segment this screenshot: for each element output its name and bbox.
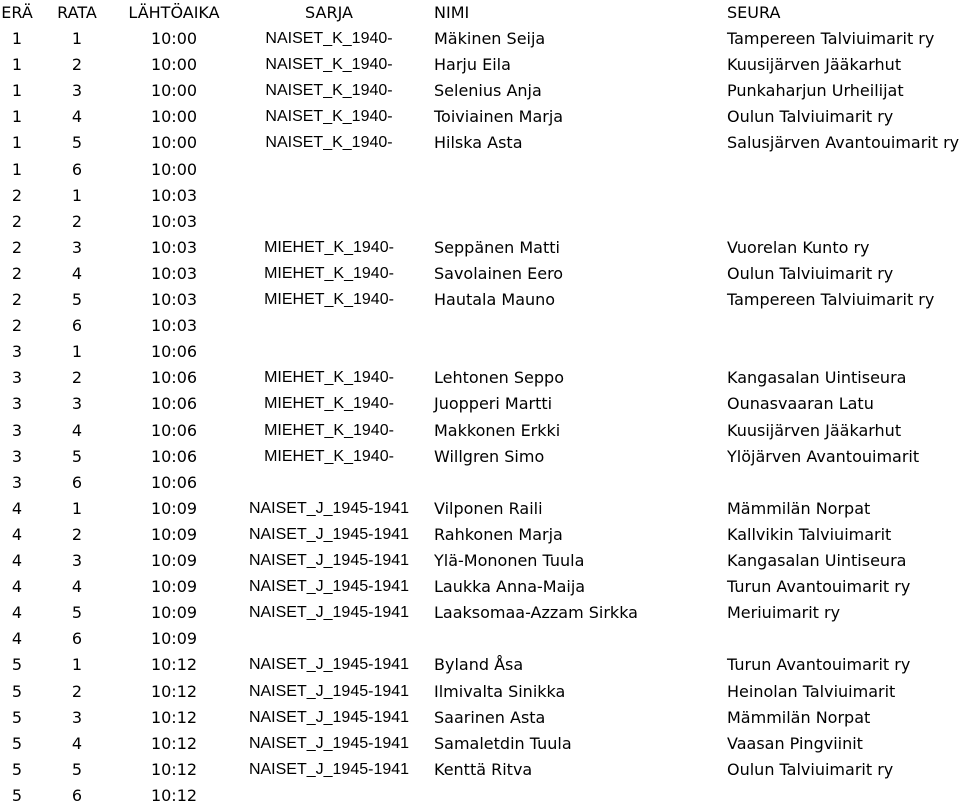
cell-seura: Kuusijärven Jääkarhut bbox=[727, 421, 902, 440]
cell-seura: Heinolan Talviuimarit bbox=[727, 682, 896, 701]
cell-lahtoaika: 10:12 bbox=[150, 708, 198, 727]
cell-nimi bbox=[434, 339, 719, 365]
cell-sarja bbox=[236, 626, 422, 652]
cell-rata: 2 bbox=[71, 368, 83, 387]
cell-sarja: NAISET_J_1945-1941 bbox=[248, 578, 410, 595]
cell-nimi bbox=[434, 157, 719, 183]
cell-lahtoaika: 10:06 bbox=[150, 473, 198, 492]
cell-nimi: Laukka Anna-Maija bbox=[434, 577, 586, 596]
cell-era: 1 bbox=[11, 29, 23, 48]
cell-era: 4 bbox=[11, 525, 23, 544]
cell-rata: 3 bbox=[71, 81, 83, 100]
cell-nimi bbox=[434, 209, 719, 235]
cell-era: 3 bbox=[11, 394, 23, 413]
cell-lahtoaika: 10:12 bbox=[150, 682, 198, 701]
cell-seura bbox=[727, 157, 960, 183]
cell-seura: Ylöjärven Avantouimarit bbox=[727, 447, 920, 466]
cell-lahtoaika: 10:00 bbox=[150, 55, 198, 74]
cell-rata: 5 bbox=[71, 760, 83, 779]
cell-lahtoaika: 10:00 bbox=[150, 160, 198, 179]
cell-seura: Kuusijärven Jääkarhut bbox=[727, 55, 902, 74]
table-row bbox=[0, 365, 960, 391]
cell-rata: 2 bbox=[71, 682, 83, 701]
cell-lahtoaika: 10:03 bbox=[150, 316, 198, 335]
cell-sarja bbox=[236, 783, 422, 809]
cell-nimi: Samaletdin Tuula bbox=[434, 734, 572, 753]
cell-nimi: Ylä-Mononen Tuula bbox=[434, 551, 585, 570]
cell-rata: 4 bbox=[71, 734, 83, 753]
table-row bbox=[0, 391, 960, 417]
cell-sarja bbox=[236, 470, 422, 496]
cell-nimi bbox=[434, 470, 719, 496]
cell-sarja: NAISET_J_1945-1941 bbox=[248, 656, 410, 673]
cell-sarja: NAISET_J_1945-1941 bbox=[248, 709, 410, 726]
cell-era: 4 bbox=[11, 629, 23, 648]
cell-era: 3 bbox=[11, 421, 23, 440]
cell-lahtoaika: 10:00 bbox=[150, 29, 198, 48]
cell-sarja: NAISET_K_1940- bbox=[265, 108, 393, 125]
table-row bbox=[0, 652, 960, 678]
cell-seura: Ounasvaaran Latu bbox=[727, 394, 874, 413]
cell-nimi: Seppänen Matti bbox=[434, 238, 560, 257]
table-row bbox=[0, 626, 960, 652]
cell-nimi: Harju Eila bbox=[434, 55, 511, 74]
cell-era: 5 bbox=[11, 682, 23, 701]
cell-seura: Kangasalan Uintiseura bbox=[727, 551, 907, 570]
cell-rata: 4 bbox=[71, 107, 83, 126]
table-row bbox=[0, 339, 960, 365]
cell-lahtoaika: 10:06 bbox=[150, 421, 198, 440]
cell-sarja: MIEHET_K_1940- bbox=[264, 239, 394, 256]
cell-lahtoaika: 10:06 bbox=[150, 447, 198, 466]
cell-era: 4 bbox=[11, 603, 23, 622]
cell-rata: 1 bbox=[71, 499, 83, 518]
cell-sarja: NAISET_J_1945-1941 bbox=[248, 761, 410, 778]
cell-lahtoaika: 10:03 bbox=[150, 238, 198, 257]
cell-era: 1 bbox=[11, 81, 23, 100]
table-row bbox=[0, 418, 960, 444]
cell-lahtoaika: 10:00 bbox=[150, 107, 198, 126]
cell-nimi bbox=[434, 183, 719, 209]
cell-sarja: MIEHET_K_1940- bbox=[264, 369, 394, 386]
cell-nimi: Saarinen Asta bbox=[434, 708, 546, 727]
table-row bbox=[0, 183, 960, 209]
cell-sarja: NAISET_J_1945-1941 bbox=[248, 500, 410, 517]
cell-lahtoaika: 10:06 bbox=[150, 368, 198, 387]
cell-era: 1 bbox=[11, 133, 23, 152]
cell-era: 3 bbox=[11, 447, 23, 466]
cell-sarja bbox=[236, 339, 422, 365]
cell-lahtoaika: 10:00 bbox=[150, 81, 198, 100]
cell-rata: 4 bbox=[71, 421, 83, 440]
table-row bbox=[0, 130, 960, 156]
cell-nimi: Hautala Mauno bbox=[434, 290, 556, 309]
table-row bbox=[0, 705, 960, 731]
cell-sarja: NAISET_J_1945-1941 bbox=[248, 552, 410, 569]
cell-sarja: MIEHET_K_1940- bbox=[264, 291, 394, 308]
cell-rata: 6 bbox=[71, 786, 83, 805]
cell-nimi: Vilponen Raili bbox=[434, 499, 543, 518]
cell-sarja: MIEHET_K_1940- bbox=[264, 265, 394, 282]
cell-seura bbox=[727, 626, 960, 652]
cell-sarja: NAISET_J_1945-1941 bbox=[248, 526, 410, 543]
cell-sarja: MIEHET_K_1940- bbox=[264, 448, 394, 465]
cell-nimi: Kenttä Ritva bbox=[434, 760, 533, 779]
cell-seura: Tampereen Talviuimarit ry bbox=[727, 29, 935, 48]
cell-seura: Punkaharjun Urheilijat bbox=[727, 81, 904, 100]
cell-era: 1 bbox=[11, 107, 23, 126]
cell-seura: Salusjärven Avantouimarit ry bbox=[727, 133, 960, 152]
cell-lahtoaika: 10:12 bbox=[150, 760, 198, 779]
cell-seura: Oulun Talviuimarit ry bbox=[727, 760, 894, 779]
table-row bbox=[0, 157, 960, 183]
cell-era: 1 bbox=[11, 160, 23, 179]
cell-seura: Oulun Talviuimarit ry bbox=[727, 107, 894, 126]
table-row bbox=[0, 209, 960, 235]
cell-era: 2 bbox=[11, 212, 23, 231]
cell-rata: 3 bbox=[71, 238, 83, 257]
cell-lahtoaika: 10:09 bbox=[150, 551, 198, 570]
cell-lahtoaika: 10:09 bbox=[150, 525, 198, 544]
cell-rata: 6 bbox=[71, 629, 83, 648]
header-era: ERÄ bbox=[1, 3, 33, 22]
cell-era: 5 bbox=[11, 760, 23, 779]
cell-rata: 6 bbox=[71, 473, 83, 492]
cell-era: 2 bbox=[11, 316, 23, 335]
cell-rata: 6 bbox=[71, 160, 83, 179]
cell-seura bbox=[727, 339, 960, 365]
cell-era: 2 bbox=[11, 264, 23, 283]
cell-lahtoaika: 10:09 bbox=[150, 629, 198, 648]
cell-nimi: Rahkonen Marja bbox=[434, 525, 563, 544]
header-lahtoaika: LÄHTÖAIKA bbox=[128, 3, 220, 22]
cell-nimi: Willgren Simo bbox=[434, 447, 545, 466]
cell-seura: Turun Avantouimarit ry bbox=[727, 577, 911, 596]
cell-nimi bbox=[434, 313, 719, 339]
cell-sarja: NAISET_K_1940- bbox=[265, 134, 393, 151]
cell-nimi: Lehtonen Seppo bbox=[434, 368, 564, 387]
cell-rata: 5 bbox=[71, 447, 83, 466]
cell-seura: Mämmilän Norpat bbox=[727, 708, 871, 727]
cell-sarja bbox=[236, 183, 422, 209]
cell-nimi: Juopperi Martti bbox=[434, 394, 553, 413]
cell-sarja: MIEHET_K_1940- bbox=[264, 422, 394, 439]
cell-era: 4 bbox=[11, 577, 23, 596]
table-row bbox=[0, 287, 960, 313]
cell-era: 5 bbox=[11, 708, 23, 727]
header-row bbox=[0, 0, 960, 26]
cell-lahtoaika: 10:03 bbox=[150, 186, 198, 205]
cell-era: 1 bbox=[11, 55, 23, 74]
cell-seura: Meriuimarit ry bbox=[727, 603, 841, 622]
cell-era: 5 bbox=[11, 734, 23, 753]
cell-sarja: NAISET_K_1940- bbox=[265, 56, 393, 73]
cell-rata: 1 bbox=[71, 655, 83, 674]
cell-seura: Mämmilän Norpat bbox=[727, 499, 871, 518]
cell-sarja: MIEHET_K_1940- bbox=[264, 395, 394, 412]
cell-nimi: Toiviainen Marja bbox=[434, 107, 564, 126]
cell-era: 2 bbox=[11, 290, 23, 309]
table-row bbox=[0, 600, 960, 626]
table-row bbox=[0, 104, 960, 130]
cell-era: 3 bbox=[11, 342, 23, 361]
table-row bbox=[0, 522, 960, 548]
cell-era: 4 bbox=[11, 551, 23, 570]
cell-rata: 6 bbox=[71, 316, 83, 335]
cell-sarja: NAISET_J_1945-1941 bbox=[248, 604, 410, 621]
table-row bbox=[0, 783, 960, 809]
cell-era: 4 bbox=[11, 499, 23, 518]
table-row bbox=[0, 261, 960, 287]
table-row bbox=[0, 52, 960, 78]
cell-nimi: Byland Åsa bbox=[434, 655, 524, 674]
cell-nimi bbox=[434, 783, 719, 809]
cell-lahtoaika: 10:06 bbox=[150, 342, 198, 361]
cell-lahtoaika: 10:03 bbox=[150, 264, 198, 283]
cell-rata: 3 bbox=[71, 394, 83, 413]
cell-era: 2 bbox=[11, 238, 23, 257]
cell-lahtoaika: 10:12 bbox=[150, 786, 198, 805]
cell-sarja bbox=[236, 209, 422, 235]
cell-lahtoaika: 10:09 bbox=[150, 603, 198, 622]
table-row bbox=[0, 235, 960, 261]
cell-sarja bbox=[236, 313, 422, 339]
cell-lahtoaika: 10:00 bbox=[150, 133, 198, 152]
cell-lahtoaika: 10:03 bbox=[150, 290, 198, 309]
table-row bbox=[0, 574, 960, 600]
cell-nimi: Selenius Anja bbox=[434, 81, 542, 100]
cell-rata: 2 bbox=[71, 212, 83, 231]
table-row bbox=[0, 548, 960, 574]
cell-era: 3 bbox=[11, 368, 23, 387]
cell-rata: 4 bbox=[71, 577, 83, 596]
header-rata: RATA bbox=[57, 3, 97, 22]
table-row bbox=[0, 679, 960, 705]
table-row bbox=[0, 78, 960, 104]
table-row bbox=[0, 26, 960, 52]
cell-rata: 2 bbox=[71, 525, 83, 544]
cell-lahtoaika: 10:12 bbox=[150, 655, 198, 674]
cell-lahtoaika: 10:06 bbox=[150, 394, 198, 413]
cell-seura: Turun Avantouimarit ry bbox=[727, 655, 911, 674]
header-nimi: NIMI bbox=[434, 3, 470, 22]
cell-sarja: NAISET_K_1940- bbox=[265, 30, 393, 47]
cell-rata: 4 bbox=[71, 264, 83, 283]
cell-seura: Vaasan Pingviinit bbox=[727, 734, 863, 753]
cell-era: 5 bbox=[11, 786, 23, 805]
table-row bbox=[0, 444, 960, 470]
cell-lahtoaika: 10:03 bbox=[150, 212, 198, 231]
cell-seura bbox=[727, 783, 960, 809]
cell-rata: 5 bbox=[71, 290, 83, 309]
cell-seura bbox=[727, 209, 960, 235]
cell-nimi bbox=[434, 626, 719, 652]
cell-seura: Oulun Talviuimarit ry bbox=[727, 264, 894, 283]
cell-lahtoaika: 10:09 bbox=[150, 577, 198, 596]
table-row bbox=[0, 731, 960, 757]
table-row bbox=[0, 313, 960, 339]
cell-seura: Tampereen Talviuimarit ry bbox=[727, 290, 935, 309]
cell-nimi: Laaksomaa-Azzam Sirkka bbox=[434, 603, 638, 622]
cell-nimi: Makkonen Erkki bbox=[434, 421, 561, 440]
table-row bbox=[0, 496, 960, 522]
cell-rata: 1 bbox=[71, 186, 83, 205]
cell-sarja: NAISET_J_1945-1941 bbox=[248, 735, 410, 752]
cell-lahtoaika: 10:12 bbox=[150, 734, 198, 753]
cell-sarja: NAISET_K_1940- bbox=[265, 82, 393, 99]
cell-lahtoaika: 10:09 bbox=[150, 499, 198, 518]
cell-rata: 5 bbox=[71, 133, 83, 152]
cell-nimi: Mäkinen Seija bbox=[434, 29, 546, 48]
cell-era: 2 bbox=[11, 186, 23, 205]
cell-sarja: NAISET_J_1945-1941 bbox=[248, 683, 410, 700]
cell-nimi: Savolainen Eero bbox=[434, 264, 564, 283]
cell-rata: 1 bbox=[71, 29, 83, 48]
cell-seura: Kallvikin Talviuimarit bbox=[727, 525, 892, 544]
cell-seura: Kangasalan Uintiseura bbox=[727, 368, 907, 387]
table-row bbox=[0, 470, 960, 496]
cell-rata: 2 bbox=[71, 55, 83, 74]
cell-rata: 3 bbox=[71, 708, 83, 727]
cell-seura bbox=[727, 470, 960, 496]
cell-nimi: Ilmivalta Sinikka bbox=[434, 682, 566, 701]
cell-sarja bbox=[236, 157, 422, 183]
cell-rata: 3 bbox=[71, 551, 83, 570]
cell-era: 5 bbox=[11, 655, 23, 674]
cell-seura: Vuorelan Kunto ry bbox=[727, 238, 870, 257]
cell-rata: 1 bbox=[71, 342, 83, 361]
cell-seura bbox=[727, 183, 960, 209]
header-sarja: SARJA bbox=[305, 3, 353, 22]
cell-era: 3 bbox=[11, 473, 23, 492]
header-seura: SEURA bbox=[727, 3, 781, 22]
cell-seura bbox=[727, 313, 960, 339]
table-row bbox=[0, 757, 960, 783]
cell-nimi: Hilska Asta bbox=[434, 133, 523, 152]
cell-rata: 5 bbox=[71, 603, 83, 622]
